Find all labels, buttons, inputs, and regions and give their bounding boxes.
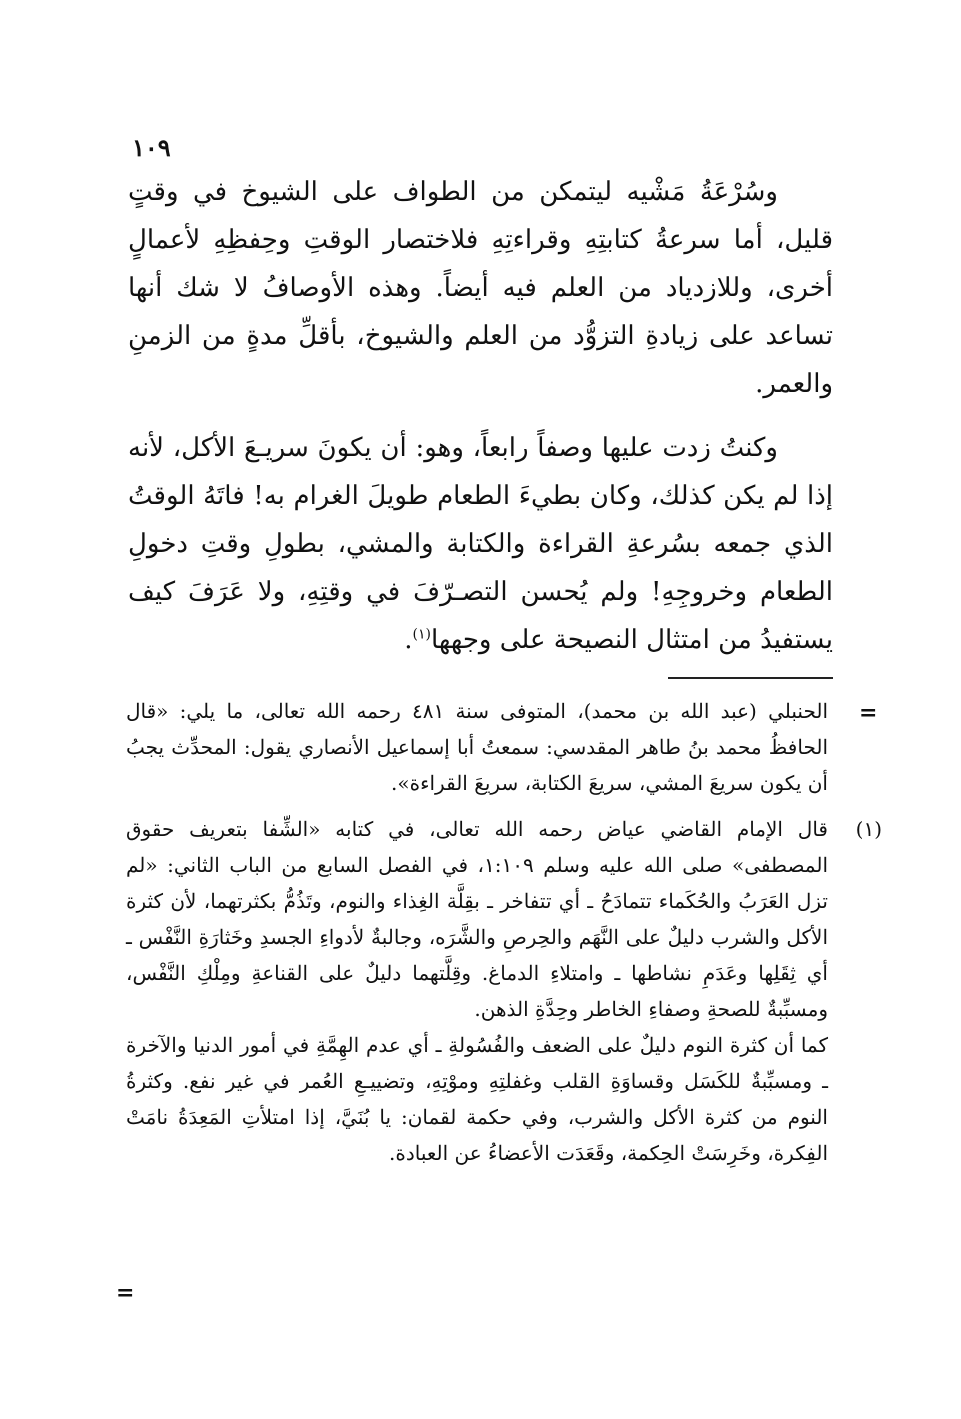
page-number: ١٠٩	[132, 133, 171, 162]
footnote-1-marker: (١)	[855, 817, 882, 841]
paragraph-2: وكنتُ زدت عليها وصفاً رابعاً، وهو: أن يكونَ سريـعَ الأكل، لأنه إذا لم يكن كذلك، وكان بطيءَ الطعام طويلَ الغرام به! فاتَهُ الوقتُ الذي جمعه بسُرعةِ القراءة والكتابة والمشي، بطولِ وقتِ دخولِ الطعام وخروجِهِ! ولم يُحسن التصـرّفَ في وقتِهِ، ولا عَرَفَ كيف يستفيدُ من امتثال النصيحة على وجهها$^{(١)}$.	[128, 433, 833, 655]
footnotes	[126, 693, 882, 1171]
continuation-marker: =	[859, 700, 878, 726]
main-text	[128, 168, 833, 664]
footnote-1-text-continued: كما أن كثرة النوم دليلٌ على الضعف والفُسُولةِ ـ أي عدم الهِمَّةِ في أمور الدنيا والآخرة ـ ومسبِّبةٌ للكَسَل وقساوَةِ القلب وغفلتِهِ وموْتِهِ، وتضييـعِ العُمر في غير نفع. وكثرةُ النوم من كثرة الأكل والشرب، وفي حكمة لقمان: يا بُنَيَّ، إذا امتلأتِ المَعِدَةُ نامَتْ الفِكرة، وخَرِسَتْ الحِكمة، وقَعَدَت الأعضاءُ عن العبادة.	[126, 1033, 828, 1165]
footnote-separator	[668, 677, 833, 679]
footnote-1-text: قال الإمام القاضي عياض رحمه الله تعالى، في كتابه «الشِّفا بتعريف حقوق المصطفى» صلى الله عليه وسلم ١:١٠٩، في الفصل السابع من الباب الثاني: «لم تزل العَرَبُ والحُكَماء تتمادَحُ ـ أي تتفاخر ـ بقِلَّة الغِذاء والنوم، وتَذُمُّ بكثرتهما، لأن كثرة الأكل والشرب دليلٌ على النَّهَم والحِرصِ والشَّرَه، وجالبةٌ لأدواءِ الجسدِ وخَثارَةِ النَّفْس ـ أي ثِقَلِها وعَدَمِ نشاطها ـ وامتلاءِ الدماغ. وقِلَّتهما دليلٌ على القناعةِ ومِلْكِ النَّفْس، ومسبِّبةٌ للصحةِ وصفاءِ الخاطر وحِدَّةِ الذهن.	[126, 817, 828, 1021]
footnote-continuation: الحنبلي (عبد الله بن محمد)، المتوفى سنة ٤٨١ رحمه الله تعالى، ما يلي: «قال الحافظُ محمد بنُ طاهر المقدسي: سمعتُ أبا إسماعيل الأنصاري يقول: المحدِّث يجبُ أن يكون سريعَ المشي، سريعَ الكتابة، سريعَ القراءة».	[126, 699, 829, 795]
paragraph-2-text: وكنتُ زدت عليها وصفاً رابعاً، وهو: أن يكونَ سريـعَ الأكل، لأنه إذا لم يكن كذلك، وكان بطيءَ الطعام طويلَ الغرام به! فاتَهُ الوقتُ الذي جمعه بسُرعةِ القراءة والكتابة والمشي، بطولِ وقتِ دخولِ الطعام وخروجِهِ! ولم يُحسن التصـرّفَ في وقتِهِ، ولا عَرَفَ كيف يستفيدُ من امتثال النصيحة على وجهها	[128, 433, 833, 655]
paragraph-1: وسُرْعَةُ مَشْيه ليتمكن من الطواف على الشيوخ في وقتٍ قليل، أما سرعةُ كتابتِهِ وقراءتِهِ فلاختصار الوقتِ وحِفظِهِ لأعمالٍ أخرى، وللازدياد من العلم فيه أيضاً. وهذه الأوصافُ لا شك أنها تساعد على زيادةِ التزوُّد من العلم والشيوخ، بأقلِّ مدةٍ من الزمنِ والعمر.	[128, 177, 833, 399]
end-continuation-marker: =	[116, 1280, 135, 1306]
footnote-1	[126, 811, 882, 1171]
footnote-reference: (١)	[412, 626, 431, 643]
